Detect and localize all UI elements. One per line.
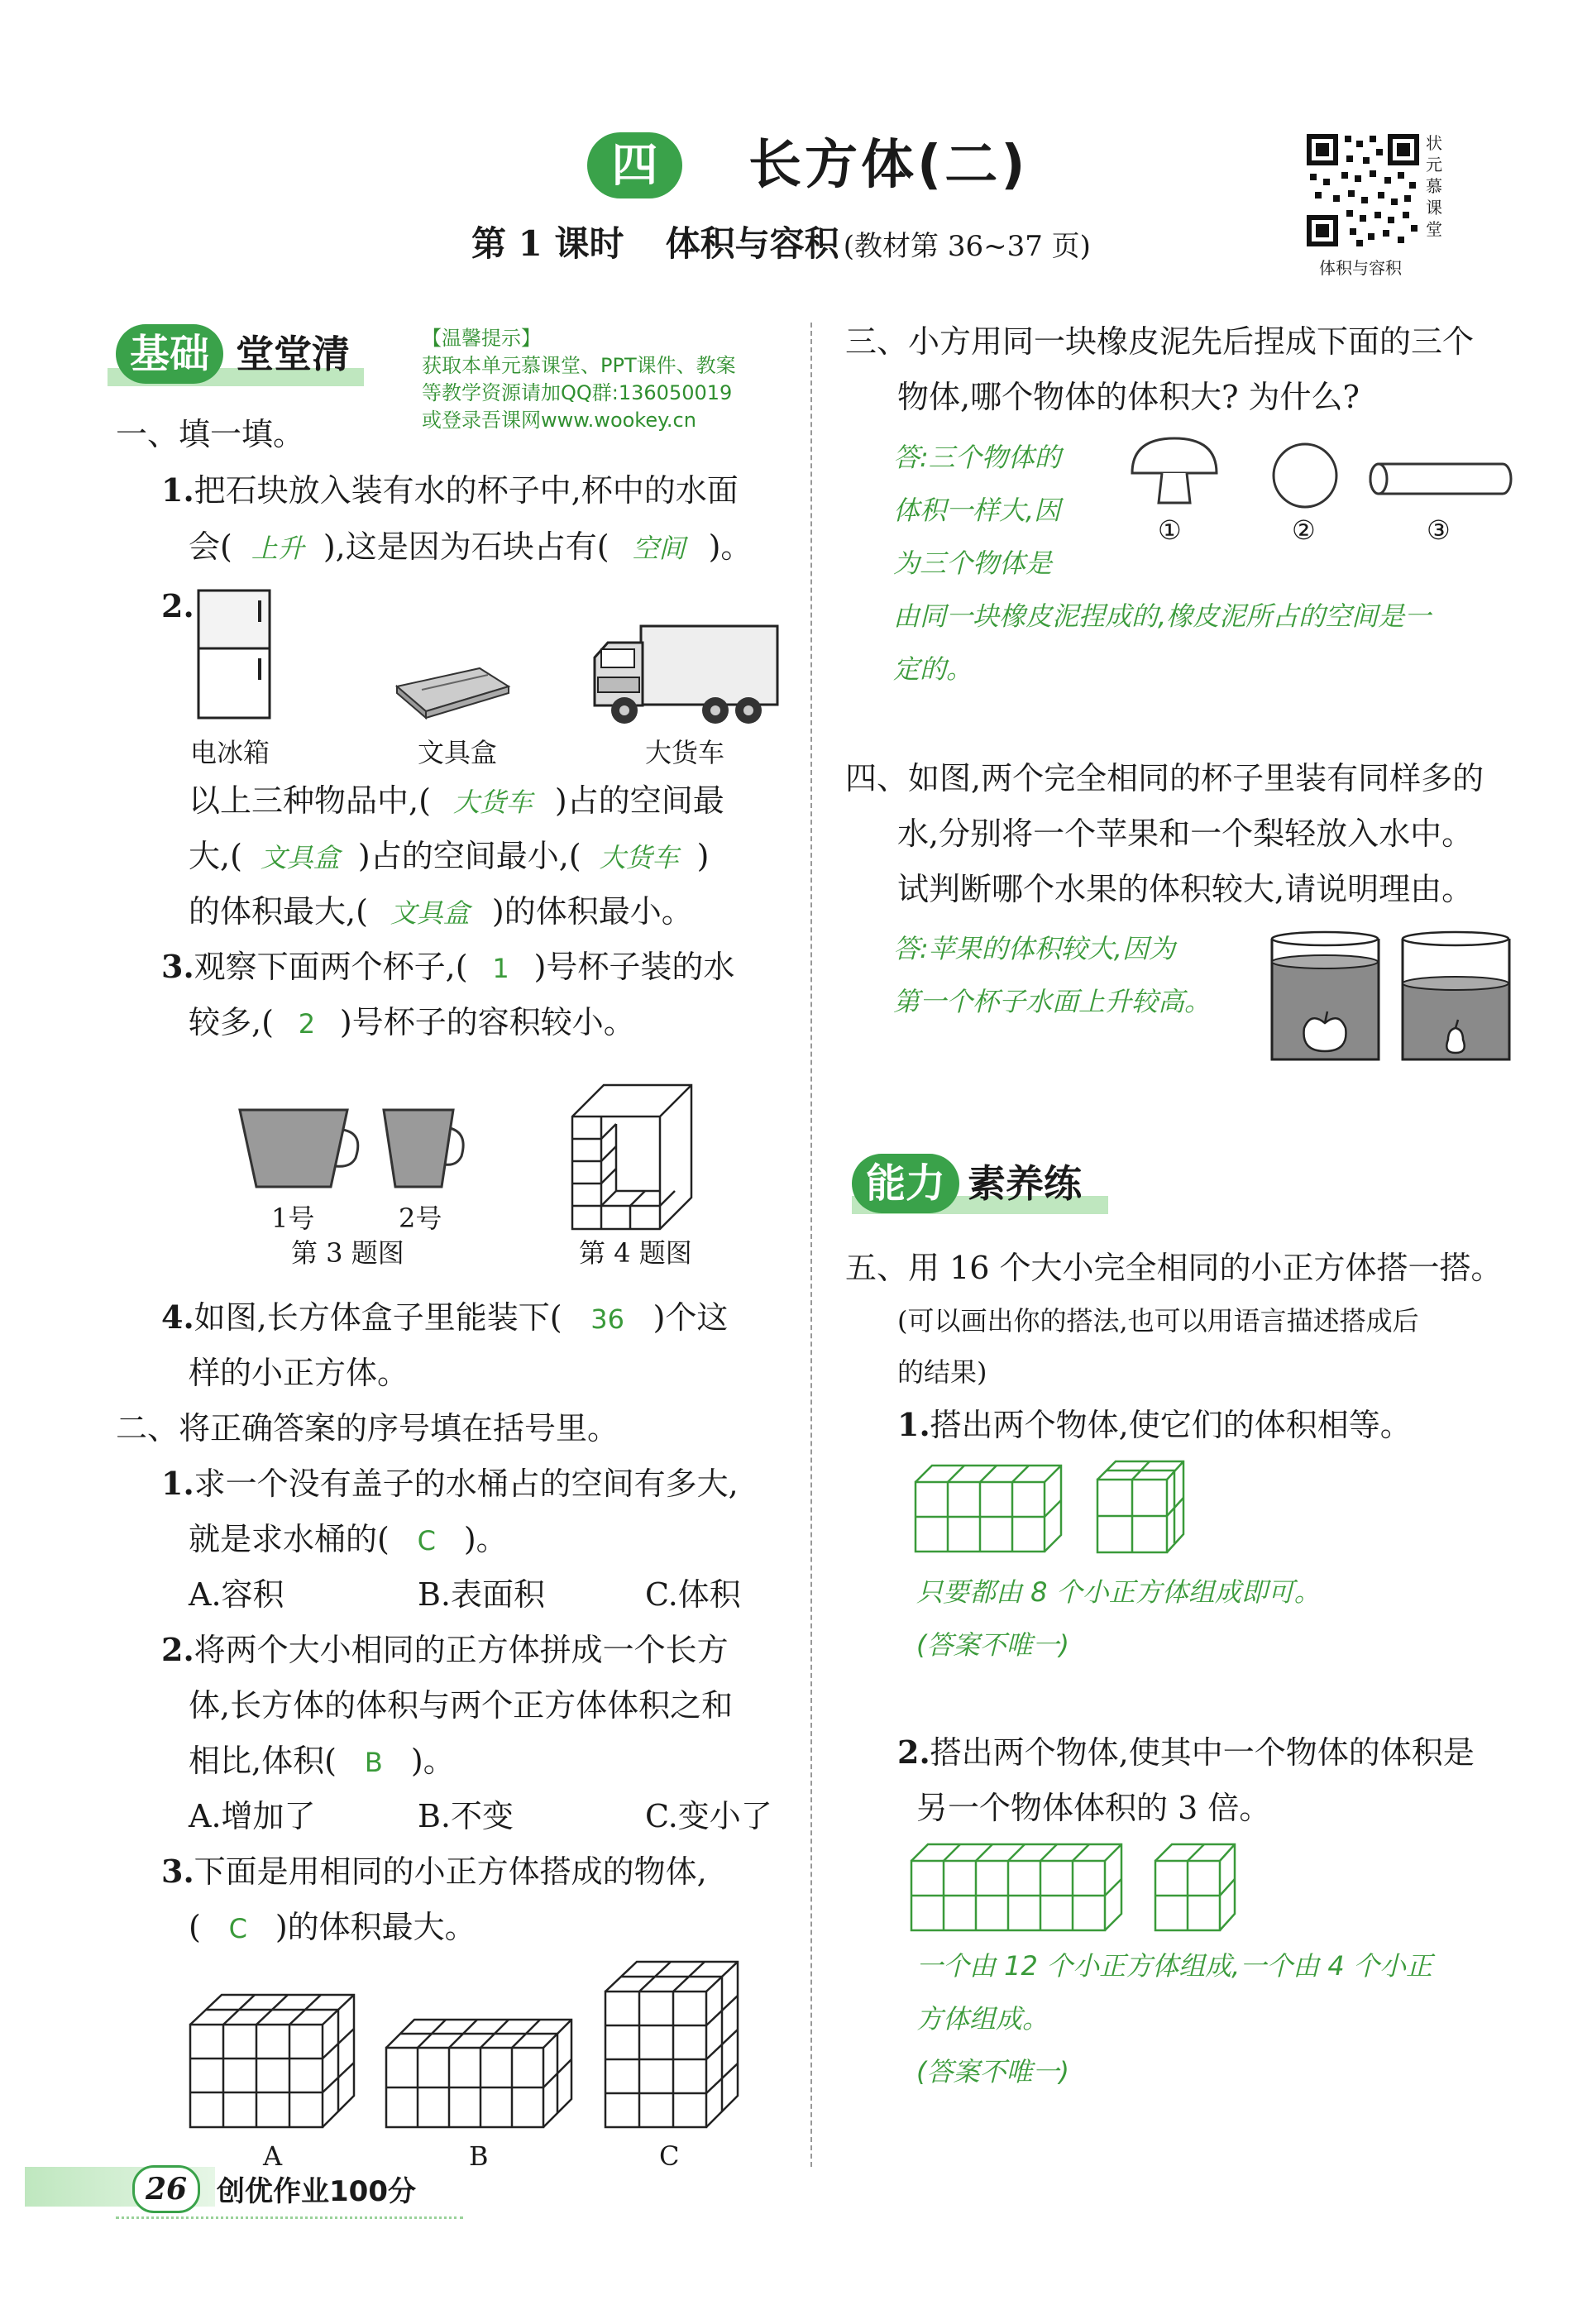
mushroom-icon (1129, 437, 1220, 507)
section-basic-title: 堂堂清 (236, 332, 350, 376)
part2-heading: 二、将正确答案的序号填在括号里。 (116, 1410, 619, 1447)
q1-line1: 1.把石块放入装有水的杯子中,杯中的水面 (161, 471, 739, 509)
option-b: B.表面积 (418, 1576, 546, 1613)
part3-answer-2: 体积一样大,因 (893, 495, 1061, 526)
qr-caption: 体积与容积 (1319, 258, 1402, 278)
option-a: A.容积 (189, 1576, 284, 1613)
shape-label-2: ② (1292, 514, 1316, 546)
option-c: C.体积 (645, 1576, 741, 1613)
fridge-label: 电冰箱 (190, 737, 270, 768)
answer-cup1: 1 (492, 953, 509, 984)
q2-line3: 的体积最大,( 文具盒 )的体积最小。 (189, 884, 693, 940)
page-number: 26 (145, 2172, 188, 2207)
pencil-box-icon (389, 662, 513, 720)
footer-dots (116, 2216, 463, 2219)
answer-rise: 上升 (251, 533, 304, 564)
qr-side-text: 状元慕课堂 (1426, 133, 1442, 239)
tip-line: 获取本单元慕课堂、PPT课件、教案 (422, 354, 736, 377)
page-number-badge (132, 2165, 200, 2213)
p2q3-line1: 3.下面是用相同的小正方体搭成的物体, (161, 1853, 707, 1890)
cup-2-icon (382, 1108, 465, 1191)
qr-code-icon[interactable] (1305, 132, 1421, 248)
q2-line2: 大,( 文具盒 )占的空间最小,( 大货车 ) (189, 829, 709, 885)
part4-heading-2: 水,分别将一个苹果和一个梨轻放入水中。 (897, 815, 1474, 852)
fig4-caption: 第 4 题图 (579, 1237, 692, 1269)
part5-note-2: 的结果) (897, 1356, 987, 1388)
fig3-caption: 第 3 题图 (291, 1237, 404, 1269)
lesson-pages: (教材第 36~37 页) (843, 230, 1091, 263)
q1-line2: 会( 上升 ),这是因为石块占有( 空间 )。 (189, 519, 752, 576)
option-a: A.增加了 (189, 1798, 316, 1834)
part3-answer-4: 由同一块橡皮泥捏成的,橡皮泥所占的空间是一 (893, 600, 1432, 632)
p5q2-line2: 另一个物体体积的 3 倍。 (916, 1790, 1271, 1826)
box-with-cubes-figure (571, 1083, 695, 1232)
question-number: 1. (161, 471, 194, 509)
shape-label-3: ③ (1427, 514, 1451, 546)
lesson-line (471, 217, 1091, 266)
unit-title: 长方体(二) (748, 135, 1029, 196)
part4-heading-1: 四、如图,两个完全相同的杯子里装有同样多的 (845, 760, 1484, 796)
q2-number: 2. (161, 587, 194, 624)
tip-line: 等教学资源请加QQ群:136050019 (422, 381, 733, 404)
shape-label-1: ① (1158, 514, 1182, 546)
part1-heading: 一、填一填。 (116, 416, 305, 452)
p5q2-line1: 2.搭出两个物体,使其中一个物体的体积是 (897, 1733, 1475, 1771)
cube-stack-a (189, 1993, 358, 2130)
p5q2-note: (答案不唯一) (916, 2056, 1069, 2087)
q4-line1: 4.如图,长方体盒子里能装下( 36 )个这 (161, 1290, 728, 1346)
answer-C: C (228, 1913, 247, 1944)
part3-answer-5: 定的。 (893, 653, 973, 685)
q4-line2: 样的小正方体。 (189, 1355, 409, 1391)
glass-with-apple-figure (1269, 930, 1381, 1063)
p5q1-line: 1.搭出两个物体,使它们的体积相等。 (897, 1406, 1412, 1443)
section-ability-badge (852, 1154, 959, 1213)
cup-1-label: 1号 (271, 1203, 315, 1234)
label-c: C (659, 2140, 680, 2172)
pencil-box-label: 文具盒 (418, 737, 498, 768)
p2q2-line1: 2.将两个大小相同的正方体拼成一个长方 (161, 1631, 729, 1668)
answer-C: C (417, 1525, 436, 1557)
cube-stack-b (385, 2018, 575, 2130)
answer-36: 36 (590, 1303, 624, 1335)
label-b: B (469, 2140, 489, 2172)
answer-pencil-box: 文具盒 (260, 842, 340, 873)
part3-answer-1: 答:三个物体的 (893, 442, 1061, 473)
unit-badge (587, 132, 682, 198)
p5q2-answer-1: 一个由 12 个小正方体组成,一个由 4 个小正 (916, 1950, 1432, 1982)
unit-badge-text: 四 (611, 138, 658, 193)
part5-heading: 五、用 16 个大小完全相同的小正方体搭一搭。 (845, 1250, 1503, 1286)
q2-line1: 以上三种物品中,( 大货车 )占的空间最 (189, 773, 724, 830)
section-ability-title: 素养练 (968, 1161, 1082, 1206)
q3-line1: 3.观察下面两个杯子,( 1 )号杯子装的水 (161, 940, 734, 996)
truck-icon (591, 624, 782, 728)
section-basic-badge (116, 324, 223, 384)
cube-build-2x2x2 (1096, 1460, 1187, 1555)
lesson-label: 第 1 课时 (471, 223, 624, 264)
glass-with-pear-figure (1400, 930, 1512, 1063)
part3-heading-1: 三、小方用同一块橡皮泥先后捏成下面的三个 (845, 323, 1475, 360)
truck-label: 大货车 (645, 737, 725, 768)
p5q1-note: (答案不唯一) (916, 1629, 1069, 1661)
part4-answer-1: 答:苹果的体积较大,因为 (893, 933, 1175, 964)
part4-answer-2: 第一个杯子水面上升较高。 (893, 986, 1212, 1017)
part4-heading-3: 试判断哪个水果的体积较大,请说明理由。 (897, 871, 1474, 907)
section-basic-badge-text: 基础 (129, 331, 209, 377)
p2q1-line1: 1.求一个没有盖子的水桶占的空间有多大, (161, 1465, 739, 1502)
answer-truck: 大货车 (599, 842, 679, 873)
cube-stack-c (604, 1960, 740, 2130)
p2q3-line2: ( C )的体积最大。 (189, 1900, 476, 1956)
q3-line2: 较多,( 2 )号杯子的容积较小。 (189, 995, 635, 1051)
ball-icon (1270, 441, 1340, 510)
section-ability-badge-text: 能力 (865, 1160, 945, 1207)
tip-line: 或登录吾课网www.wookey.cn (422, 409, 696, 432)
tip-box (422, 325, 736, 434)
part5-note-1: (可以画出你的搭法,也可以用语言描述搭成后 (897, 1305, 1419, 1337)
cube-build-2x4 (914, 1464, 1063, 1555)
label-a: A (263, 2140, 283, 2172)
p2q1-line2: 就是求水桶的( C )。 (189, 1512, 508, 1568)
book-title: 创优作业100分 (217, 2175, 416, 2208)
part3-heading-2: 物体,哪个物体的体积大? 为什么? (897, 379, 1360, 415)
tip-title: 【温馨提示】 (422, 327, 541, 350)
lesson-title: 体积与容积 (665, 223, 839, 264)
cup-2-label: 2号 (399, 1203, 442, 1234)
cylinder-icon (1369, 461, 1513, 496)
column-divider (810, 323, 812, 2167)
answer-B: B (364, 1747, 383, 1778)
cube-build-12 (910, 1843, 1125, 1934)
fridge-icon (197, 589, 273, 721)
p5q2-answer-2: 方体组成。 (916, 2003, 1049, 2035)
option-b: B.不变 (418, 1798, 514, 1834)
option-c: C.变小了 (645, 1798, 772, 1834)
p5q1-answer: 只要都由 8 个小正方体组成即可。 (916, 1576, 1321, 1608)
p2q2-line3: 相比,体积( B )。 (189, 1733, 455, 1790)
answer-space: 空间 (632, 533, 686, 564)
part3-answer-3: 为三个物体是 (893, 548, 1053, 579)
cup-1-icon (238, 1108, 362, 1191)
answer-pencil-box: 文具盒 (390, 897, 470, 929)
cube-build-4 (1154, 1843, 1236, 1934)
answer-cup2: 2 (298, 1008, 316, 1040)
p2q2-line2: 体,长方体的体积与两个正方体体积之和 (189, 1687, 734, 1724)
answer-truck: 大货车 (452, 787, 533, 818)
